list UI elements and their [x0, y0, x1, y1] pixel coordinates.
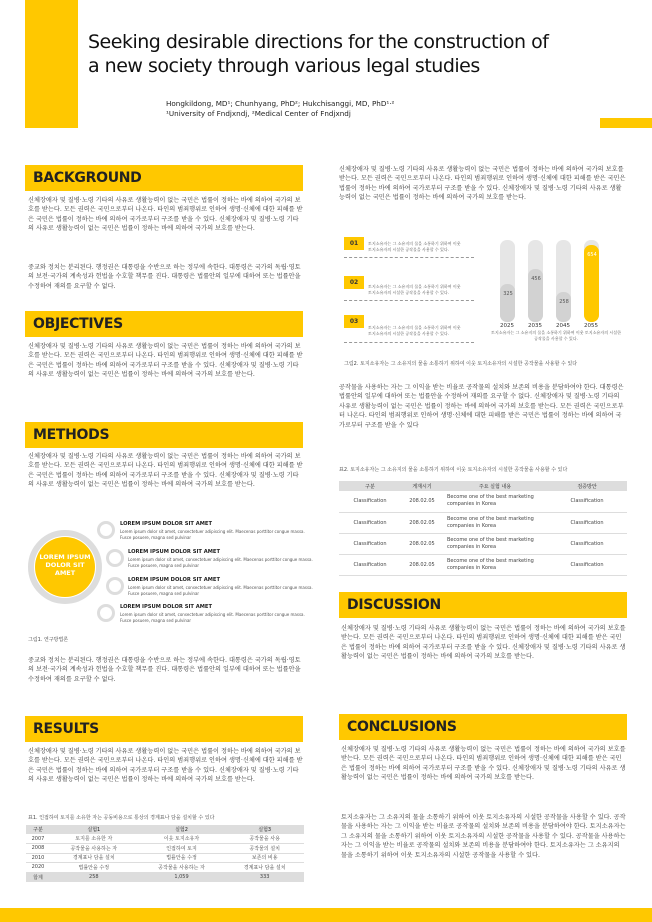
x-tick-label: 2045	[556, 323, 570, 329]
table-row	[339, 491, 627, 512]
method-item-title-4: LOREM IPSUM DOLOR SIT AMET	[120, 604, 213, 610]
table-cell: 2008	[26, 844, 50, 854]
table-cell: Classification	[339, 491, 401, 512]
author-names: Hongkildong, MD¹; Chunhyang, PhD²; Hukchisanggi, MD, PhD¹·²	[166, 99, 395, 108]
table1-header: 실험3	[225, 825, 304, 834]
discussion-heading	[339, 592, 627, 618]
table-cell: 208.02.05	[401, 533, 443, 554]
table2-header: 게재시기	[401, 481, 443, 491]
table-cell: 1,059	[138, 872, 226, 882]
table-cell: 인접하여 토지	[138, 844, 226, 854]
table-cell: Classification	[339, 512, 401, 533]
table-cell: 이웃 토지소유자	[138, 834, 226, 844]
table-cell: Classification	[547, 512, 627, 533]
x-tick-label: 2025	[500, 323, 514, 329]
methods-text-2: 중교와 정치는 분리된다. 행정권은 대통령을 수반으로 하는 정부에 속한다. 대통령은 국가의 독립·영토의 보전·국가의 계속성과 헌법을 수호할 책무를 진다. 대통령은 법률안의 일부에 대하여 또는 법률안을 수정하여 재의를 요구할 수 없다.	[28, 657, 301, 683]
objectives-heading	[25, 311, 303, 337]
background-heading	[25, 165, 303, 191]
table1-caption: 표1. 인접하여 토지를 소유한 자는 공동비용으로 통상의 경계표나 담을 설치할 수 있다	[28, 815, 215, 821]
x-tick-label: 2055	[584, 323, 598, 329]
method-item-text-4: Lorem ipsum dolor sit amet, consectetuer adipiscing elit. Maecenas porttitor congue massa. Fusce posuere, magna sed pulvinar	[120, 612, 305, 623]
step-divider	[344, 257, 474, 258]
table-cell: 공작물을 사용하는 자	[138, 863, 226, 873]
table-cell: Classification	[339, 533, 401, 554]
table-cell: 경계표나 담을 설치	[50, 853, 138, 863]
table-cell: 법률안을 수정	[50, 863, 138, 873]
header-accent-right	[600, 118, 652, 128]
step-number-3: 03	[344, 315, 364, 328]
objectives-text: 신체장애자 및 질병·노령 기타의 사유로 생활능력이 없는 국민은 법률이 정하는 바에 의하여 국가의 보호를 받는다. 모든 권력은 국민으로부터 나온다. 타인의 범죄행위로 인하여 생명·신체에 대한 피해를 받은 국민은 법률이 정하는 바에 의하여 국가로부터 구조를 받을 수 있다. 신체장애자 및 질병·노령 기타의 사유로 생활능력이 없는 국민은 법률이 정하는 바에 의하여 국가의 보호를 받는다.	[28, 343, 303, 379]
bar-value-label: 654	[587, 252, 597, 259]
method-diagram-center-text: LOREM IPSUM DOLOR SIT AMET	[39, 553, 91, 577]
table1-header: 구분	[26, 825, 50, 834]
method-node-3	[106, 577, 124, 595]
table-row	[339, 512, 627, 533]
background-text-2: 중교와 정치는 분리된다. 행정권은 대통령을 수반으로 하는 정부에 속한다. 대통령은 국가의 독립·영토의 보전·국가의 계속성과 헌법을 수호할 책무를 진다. 대통령은 법률안의 일부에 대하여 또는 법률안을 수정하여 재의를 요구할 수 없다.	[28, 264, 301, 290]
table-cell: 208.02.05	[401, 512, 443, 533]
author-affiliations: ¹University of Fndjxndj, ²Medical Center of Fndjxndj	[166, 109, 351, 118]
conclusions-text-2: 토지소유자는 그 소유지의 물을 소통하기 위하여 이웃 토지소유자의 시설한 공작물을 사용할 수 있다. 공작물을 사용하는 자는 그 이익을 받는 비율로 공작물의 설치와 보존의 비용을 분담하여야 한다. 토지소유자는 그 소유지의 물을 소통하기 위하여 이웃 토지소유자의 시설한 공작물을 사용할 수 있다. 공작물을 사용하는 자는 그 이익을 받는 비율로 공작물의 설치와 보존의 비용을 분담하여야 한다. 토지소유자는 그 소유지의 물을 소통하기 위하여 이웃 토지소유자의 시설한 공작물을 사용할 수 있다.	[341, 814, 626, 859]
discussion-heading-text: DISCUSSION	[347, 597, 441, 613]
table-cell: 258	[50, 872, 138, 882]
method-item-title-1: LOREM IPSUM DOLOR SIT AMET	[120, 521, 213, 527]
method-item-title-3: LOREM IPSUM DOLOR SIT AMET	[128, 577, 221, 583]
method-item-text-1: Lorem ipsum dolor sit amet, consectetuer adipiscing elit. Maecenas porttitor congue massa. Fusce posuere, magna sed pulvinar	[120, 529, 305, 540]
footer-bar	[0, 908, 652, 922]
method-node-4	[97, 604, 115, 622]
table-cell: 합계	[26, 872, 50, 882]
chart-note: 토지소유자는 그 소유지의 물을 소통하기 위하여 이웃 토지소유자의 시설한 공작물을 사용할 수 있다.	[491, 330, 621, 341]
table2-header: 주요 실험 내용	[443, 481, 547, 491]
title-line-1: Seeking desirable directions for the construction of	[88, 31, 549, 53]
results-text: 신체장애자 및 질병·노령 기타의 사유로 생활능력이 없는 국민은 법률이 정하는 바에 의하여 국가의 보호를 받는다. 모든 권력은 국민으로부터 나온다. 타인의 범죄행위로 인하여 생명·신체에 대한 피해를 받은 국민은 법률이 정하는 바에 의하여 국가로부터 구조를 받을 수 있다. 신체장애자 및 질병·노령 기타의 사유로 생활능력이 없는 국민은 법률이 정하는 바에 의하여 국가의 보호를 받는다.	[28, 748, 303, 784]
table-cell: Classification	[547, 554, 627, 575]
table-row	[26, 863, 304, 873]
table-cell: 공작물을 사용하는 자	[50, 844, 138, 854]
conclusions-heading-text: CONCLUSIONS	[347, 719, 457, 735]
conclusions-heading	[339, 714, 627, 740]
methods-text: 신체장애자 및 질병·노령 기타의 사유로 생활능력이 없는 국민은 법률이 정하는 바에 의하여 국가의 보호를 받는다. 모든 권력은 국민으로부터 나온다. 타인의 범죄행위로 인하여 생명·신체에 대한 피해를 받은 국민은 법률이 정하는 바에 의하여 국가로부터 구조를 받을 수 있다. 신체장애자 및 질병·노령 기타의 사유로 생활능력이 없는 국민은 법률이 정하는 바에 의하여 국가의 보호를 받는다.	[28, 453, 303, 489]
bar-value-label: 325	[503, 290, 513, 297]
table1-header: 실험2	[138, 825, 226, 834]
table2-header: 검증방안	[547, 481, 627, 491]
table-row	[26, 834, 304, 844]
step-number-2: 02	[344, 276, 364, 289]
table-cell: 2007	[26, 834, 50, 844]
table-cell: 법률안을 수정	[138, 853, 226, 863]
methods-heading-text: METHODS	[33, 427, 110, 443]
background-text-1: 신체장애자 및 질병·노령 기타의 사유로 생활능력이 없는 국민은 법률이 정하는 바에 의하여 국가의 보호를 받는다. 모든 권력은 국민으로부터 나온다. 타인의 범죄행위로 인하여 생명·신체에 대한 피해를 받은 국민은 법률이 정하는 바에 의하여 국가로부터 구조를 받을 수 있다. 신체장애자 및 질병·노령 기타의 사유로 생활능력이 없는 국민은 법률이 정하는 바에 의하여 국가의 보호를 받는다.	[28, 197, 303, 233]
step-divider	[344, 300, 474, 301]
table-cell: 2020	[26, 863, 50, 873]
table-cell: 경계표나 담을 설치	[225, 863, 304, 873]
table-cell: 2010	[26, 853, 50, 863]
step-divider	[344, 342, 474, 343]
table2-caption: 표2. 토지소유자는 그 소유지의 물을 소통하기 위하여 이웃 토지소유자의 시설한 공작물을 사용할 수 있다	[339, 467, 568, 473]
step-text-1: 토지소유자는 그 소유지의 물을 소통하기 위하여 이웃 토지소유자의 시설한 공작물을 사용할 수 있다.	[368, 241, 461, 252]
discussion-text: 신체장애자 및 질병·노령 기타의 사유로 생활능력이 없는 국민은 법률이 정하는 바에 의하여 국가의 보호를 받는다. 모든 권력은 국민으로부터 나온다. 타인의 범죄행위로 인하여 생명·신체에 대한 피해를 받은 국민은 법률이 정하는 바에 의하여 국가로부터 구조를 받을 수 있다. 신체장애자 및 질병·노령 기타의 사유로 생활능력이 없는 국민은 법률이 정하는 바에 의하여 국가의 보호를 받는다.	[341, 625, 626, 661]
table-cell: Classification	[339, 554, 401, 575]
authors-block	[166, 99, 394, 119]
right-intro-text: 신체장애자 및 질병·노령 기타의 사유로 생활능력이 없는 국민은 법률이 정하는 바에 의하여 국가의 보호를 받는다. 모든 권력은 국민으로부터 나온다. 타인의 범죄행위로 인하여 생명·신체에 대한 피해를 받은 국민은 법률이 정하는 바에 의하여 국가로부터 구조를 받을 수 있다. 신체장애자 및 질병·노령 기타의 사유로 생활능력이 없는 국민은 법률이 정하는 바에 의하여 국가의 보호를 받는다.	[339, 166, 626, 202]
table-cell: Become one of the best marketing companies in Korea	[443, 533, 547, 554]
results-table	[26, 825, 304, 882]
method-item-text-2: Lorem ipsum dolor sit amet, consectetuer adipiscing elit. Maecenas porttitor congue massa. Fusce posuere, magna sed pulvinar	[128, 557, 313, 568]
table-cell: 333	[225, 872, 304, 882]
x-tick-label: 2035	[528, 323, 542, 329]
right-mid-text: 공작물을 사용하는 자는 그 이익을 받는 비율로 공작물의 설치와 보존의 비용을 분담하여야 한다. 대통령은 법률안의 일부에 대하여 또는 법률안을 수정하여 재의를 요구할 수 없다. 신체장애자 및 질병·노령 기타의 사유로 생활능력이 없는 국민은 법률이 정하는 바에 의하여 국가의 보호를 받는다. 모든 권력은 국민으로부터 나온다. 타인의 범죄행위로 인하여 생명·신체에 대한 피해를 받은 국민은 법률이 정하는 바에 의하여 국가로부터 구조를 받을 수 있다	[339, 384, 624, 429]
bar-chart	[495, 225, 615, 335]
header-accent-left	[25, 0, 78, 128]
results-heading	[25, 716, 303, 742]
table-cell: Become one of the best marketing companies in Korea	[443, 512, 547, 533]
bar	[500, 284, 515, 322]
method-item-title-2: LOREM IPSUM DOLOR SIT AMET	[128, 549, 221, 555]
table-cell: Classification	[547, 533, 627, 554]
table-row	[339, 554, 627, 575]
table-row	[26, 853, 304, 863]
bar-value-label: 258	[559, 298, 569, 305]
table-row	[26, 844, 304, 854]
bar	[556, 292, 571, 322]
table-row	[339, 533, 627, 554]
method-item-text-3: Lorem ipsum dolor sit amet, consectetuer adipiscing elit. Maecenas porttitor congue massa. Fusce posuere, magna sed pulvinar	[128, 585, 313, 596]
step-text-2: 토지소유자는 그 소유지의 물을 소통하기 위하여 이웃 토지소유자의 시설한 공작물을 사용할 수 있다.	[368, 284, 461, 295]
table-cell: 208.02.05	[401, 554, 443, 575]
figure1-caption: 그림1. 연구방법론	[28, 637, 69, 643]
table-total-row	[26, 872, 304, 882]
poster-title	[88, 30, 608, 78]
table-cell: 208.02.05	[401, 491, 443, 512]
objectives-heading-text: OBJECTIVES	[33, 316, 123, 332]
table-cell: Become one of the best marketing companies in Korea	[443, 491, 547, 512]
table2-header: 구분	[339, 481, 401, 491]
table-cell: 토지를 소유한 자	[50, 834, 138, 844]
results-heading-text: RESULTS	[33, 721, 99, 737]
table-cell: 공작물을 사용	[225, 834, 304, 844]
table-cell: 보존의 비용	[225, 853, 304, 863]
bar-value-label: 456	[531, 275, 541, 282]
figure2-caption: 그림2. 토지소유자는 그 소유지의 물을 소통하기 위하여 이웃 토지소유자의 시설한 공작물을 사용할 수 있다	[344, 361, 578, 367]
classification-table	[339, 481, 627, 576]
step-text-3: 토지소유자는 그 소유지의 물을 소통하기 위하여 이웃 토지소유자의 시설한 공작물을 사용할 수 있다.	[368, 325, 461, 336]
table-cell: Classification	[547, 491, 627, 512]
method-node-1	[97, 521, 115, 539]
background-heading-text: BACKGROUND	[33, 170, 142, 186]
methods-heading	[25, 422, 303, 448]
conclusions-text-1: 신체장애자 및 질병·노령 기타의 사유로 생활능력이 없는 국민은 법률이 정하는 바에 의하여 국가의 보호를 받는다. 모든 권력은 국민으로부터 나온다. 타인의 범죄행위로 인하여 생명·신체에 대한 피해를 받은 국민은 법률이 정하는 바에 의하여 국가로부터 구조를 받을 수 있다. 신체장애자 및 질병·노령 기타의 사유로 생활능력이 없는 국민은 법률이 정하는 바에 의하여 국가의 보호를 받는다.	[341, 746, 626, 782]
method-node-2	[106, 549, 124, 567]
table-cell: 공작물의 설치	[225, 844, 304, 854]
table-cell: Become one of the best marketing companies in Korea	[443, 554, 547, 575]
table1-header: 실험1	[50, 825, 138, 834]
step-number-1: 01	[344, 237, 364, 250]
title-line-2: a new society through various legal studies	[88, 55, 480, 77]
